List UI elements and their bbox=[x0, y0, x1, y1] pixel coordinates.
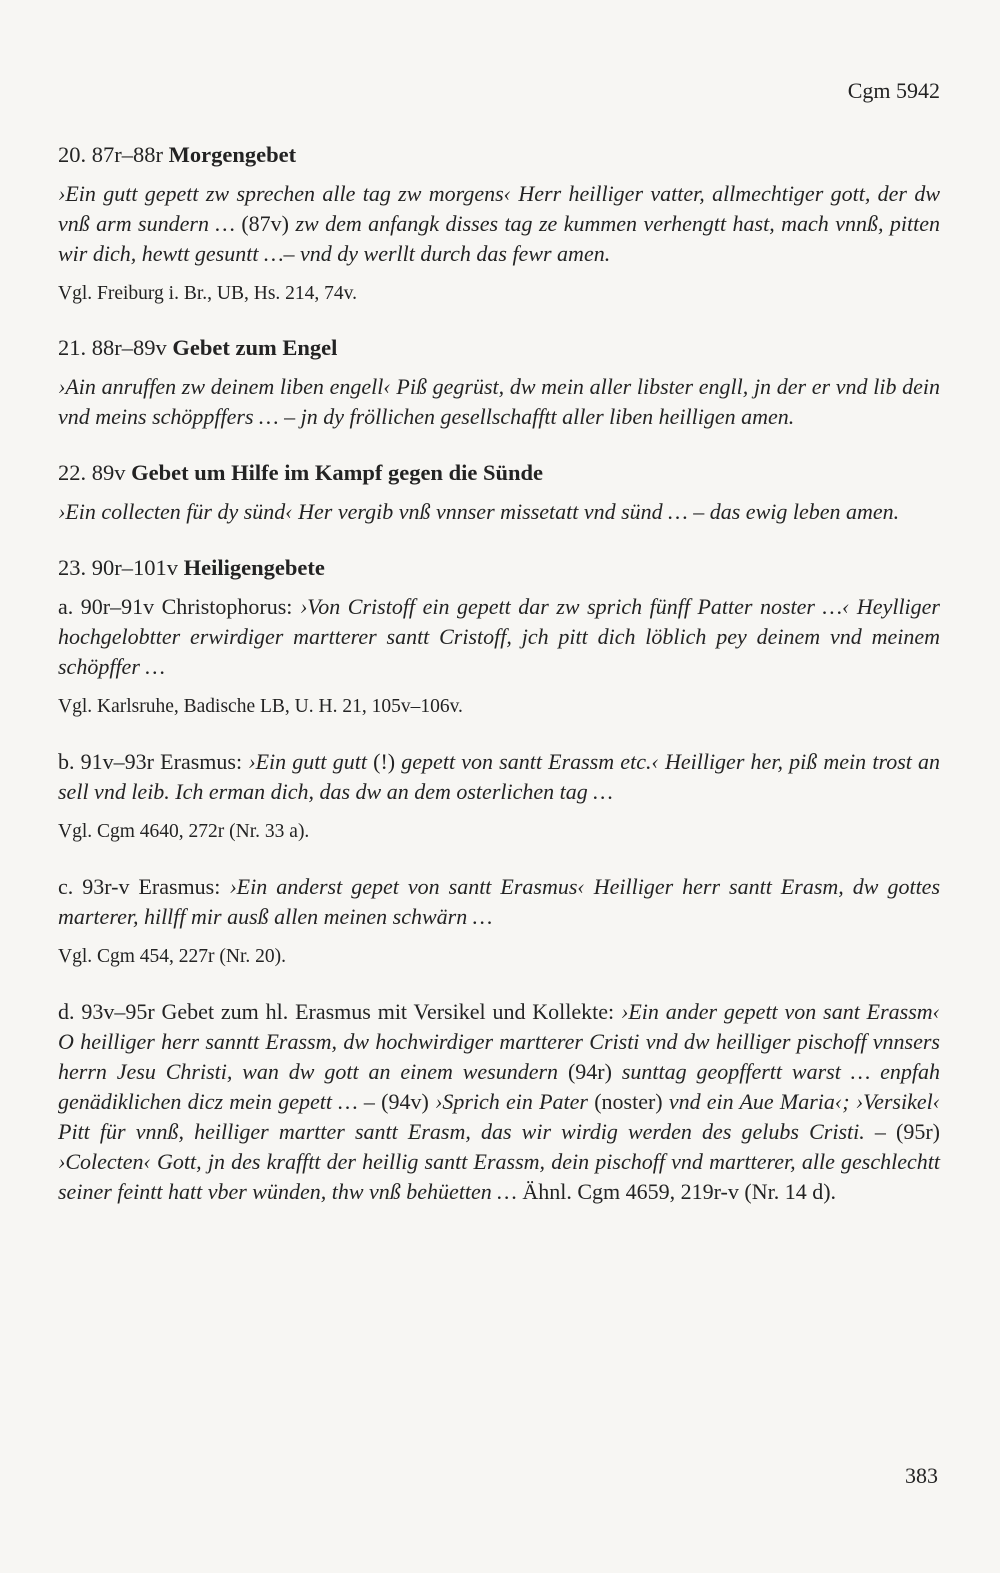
entry-21-text: ›Ain anruffen zw deinem liben engell‹ Piß gegrüst, dw mein aller libster engll, jn der er vnd lib dein vnd meins schöppffers … – jn dy fröllichen gesellschafftt aller liben heilligen amen. bbox=[58, 374, 941, 429]
entry-20-heading: 20. 87r–88r Morgengebet bbox=[58, 142, 297, 167]
entry-23d-text: d. 93v–95r Gebet zum hl. Erasmus mit Versikel und Kollekte: ›Ein ander gepett von sant Erassm‹ O heilliger herr sanntt Erassm, dw hochwirdiger martterer Cristi vnd dw heilliger pischoff vnnsers herrn Jesu Christi, wan dw gott an einem wesundern (94r) sunttag geopffertt warst … enpfah genädiklichen dicz mein gepett … – (94v) ›Sprich ein Pater (noster) vnd ein Aue Maria‹; ›Versikel‹ Pitt für vnnß, heilliger martter santt Erasm, das wir wirdig werden des gelubs Cristi. – (95r) ›Colecten‹ Gott, jn des krafftt der heillig santt Erassm, dein pischoff vnd martterer, alle geschlechtt seiner feintt hatt vber wünden, thw vnß behüetten … Ähnl. Cgm 4659, 219r-v (Nr. 14 d). bbox=[58, 999, 941, 1204]
entry-22-title: Gebet um Hilfe im Kampf gegen die Sünde bbox=[131, 460, 543, 485]
entry-22-heading: 22. 89v Gebet um Hilfe im Kampf gegen die Sünde bbox=[58, 460, 543, 485]
entry-20-reference: Vgl. Freiburg i. Br., UB, Hs. 214, 74v. bbox=[58, 283, 358, 304]
entry-20-text: ›Ein gutt gepett zw sprechen alle tag zw morgens‹ Herr heilliger vatter, allmechtiger gott, der dw vnß arm sundern … (87v) zw dem anfangk disses tag ze kummen verhengtt hast, mach vnnß, pitten wir dich, hewtt gesuntt …– vnd dy werllt durch das fewr amen. bbox=[58, 181, 941, 266]
entry-20-title: Morgengebet bbox=[168, 142, 297, 167]
entry-21-title: Gebet zum Engel bbox=[172, 335, 338, 360]
entry-23c-text: c. 93r-v Erasmus: ›Ein anderst gepet von santt Erasmus‹ Heilliger herr santt Erasm, dw gottes marterer, hillff mir ausß allen meinen schwärn … bbox=[58, 874, 941, 929]
entry-23c-reference: Vgl. Cgm 454, 227r (Nr. 20). bbox=[58, 946, 287, 967]
entry-23a-text: a. 90r–91v Christophorus: ›Von Cristoff ein gepett dar zw sprich fünff Patter noster …‹ Heylliger hochgelobtter erwirdiger martterer santt Cristoff, jch pitt dich löblich pey deinem vnd meinem schöpffer … bbox=[58, 594, 940, 679]
entry-23b-text: b. 91v–93r Erasmus: ›Ein gutt gutt (!) gepett von santt Erassm etc.‹ Heilliger her, piß mein trost an sell vnd leib. Ich erman dich, das dw an dem osterlichen tag … bbox=[58, 749, 941, 804]
entry-21-heading: 21. 88r–89v Gebet zum Engel bbox=[58, 335, 338, 360]
running-head: Cgm 5942 bbox=[847, 78, 940, 103]
entry-23a-reference: Vgl. Karlsruhe, Badische LB, U. H. 21, 105v–106v. bbox=[58, 696, 463, 717]
catalogue-body bbox=[58, 140, 940, 1207]
entry-22-text: ›Ein collecten für dy sünd‹ Her vergib vnß vnnser missetatt vnd sünd … – das ewig leben amen. bbox=[58, 499, 900, 524]
entry-23-heading: 23. 90r–101v Heiligengebete bbox=[58, 555, 325, 580]
entry-23b-reference: Vgl. Cgm 4640, 272r (Nr. 33 a). bbox=[58, 821, 310, 842]
entry-23-title: Heiligengebete bbox=[183, 555, 325, 580]
page-number: 383 bbox=[905, 1463, 938, 1488]
